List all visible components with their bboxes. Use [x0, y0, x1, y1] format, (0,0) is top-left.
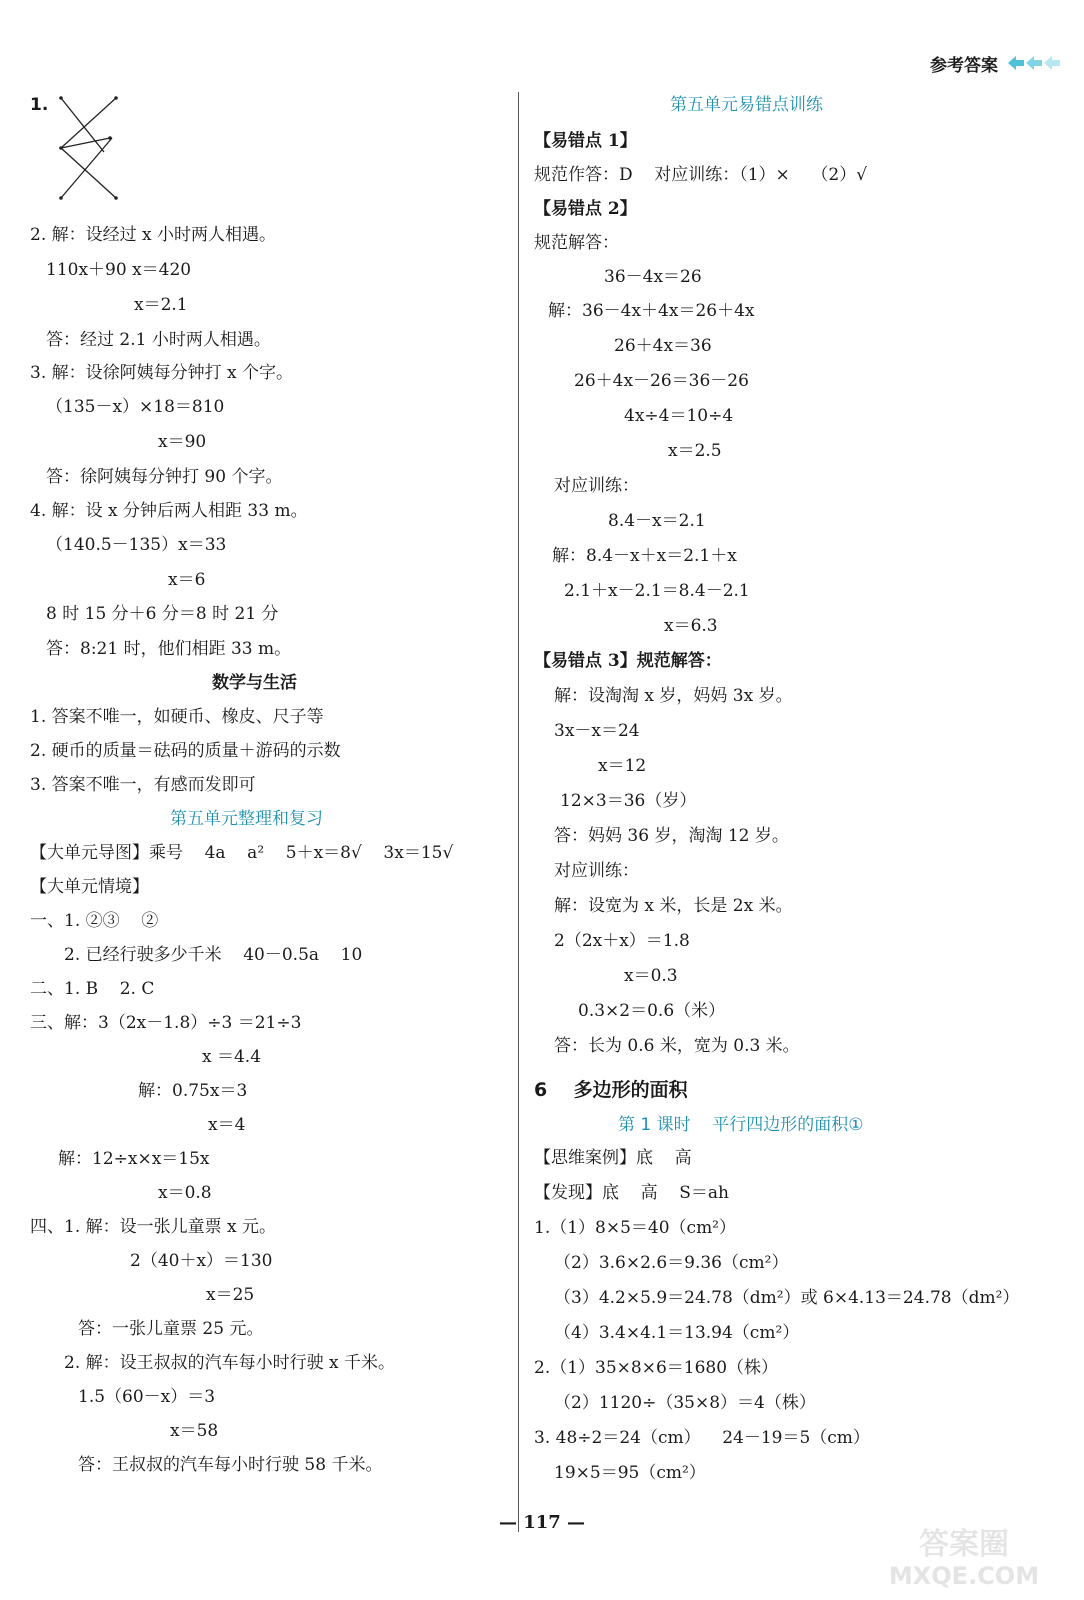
answer-line: 一、1. ②③ ②	[30, 911, 159, 931]
answer-line: 答：徐阿姨每分钟打 90 个字。	[46, 467, 283, 487]
answer-line: 解：设宽为 x 米，长是 2x 米。	[554, 896, 793, 916]
page-header	[930, 48, 1062, 78]
page-number: — 117 —	[498, 1512, 586, 1533]
q1-label: 1.	[30, 95, 49, 115]
answer-line: x＝6.3	[664, 616, 718, 636]
answer-line: x＝90	[158, 432, 207, 452]
answer-line: 四、1. 解：设一张儿童票 x 元。	[30, 1217, 277, 1237]
answer-line: （140.5－135）x＝33	[46, 535, 227, 555]
chapter-heading: 6 多边形的面积	[534, 1079, 688, 1101]
column-divider	[518, 92, 519, 1532]
answer-line: 规范解答：	[534, 233, 619, 253]
answer-line: 2（2x＋x）＝1.8	[554, 931, 690, 951]
answer-line: 解：0.75x＝3	[138, 1081, 248, 1101]
answer-line: x＝2.5	[668, 441, 722, 461]
answer-line: 【易错点 1】	[534, 131, 637, 151]
answer-line: x＝2.1	[134, 295, 188, 315]
answer-line: （2）1120÷（35×8）＝4（株）	[554, 1393, 816, 1413]
answer-line: 1.（1）8×5＝40（cm²）	[534, 1218, 736, 1238]
answer-line: 对应训练：	[554, 861, 639, 881]
svg-text:答案圈: 答案圈	[919, 1527, 1009, 1562]
watermark-logo	[864, 1520, 1064, 1590]
answer-line: 12×3＝36（岁）	[560, 791, 697, 811]
answer-line: 答：8:21 时，他们相距 33 m。	[46, 639, 292, 659]
answer-line: x＝25	[206, 1285, 255, 1305]
answer-line: 0.3×2＝0.6（米）	[578, 1001, 726, 1021]
answer-line: 解：12÷x×x＝15x	[58, 1149, 210, 1169]
answer-line: 1. 答案不唯一，如硬币、橡皮、尺子等	[30, 707, 324, 727]
answer-line: 19×5＝95（cm²）	[554, 1463, 706, 1483]
answer-line: 答：长为 0.6 米，宽为 0.3 米。	[554, 1036, 800, 1056]
answer-line: 对应训练：	[554, 476, 639, 496]
section-heading-math-life: 数学与生活	[212, 673, 297, 693]
answer-line: 【易错点 3】规范解答：	[534, 651, 722, 671]
answer-line: （2）3.6×2.6＝9.36（cm²）	[554, 1253, 789, 1273]
answer-line: 【大单元情境】	[30, 877, 149, 897]
answer-line: 3. 答案不唯一，有感而发即可	[30, 775, 256, 795]
answer-line: 26＋4x－26＝36－26	[574, 371, 749, 391]
answer-line: 【发现】底 高 S＝ah	[534, 1183, 729, 1203]
answer-line: 解：36－4x＋4x＝26＋4x	[548, 301, 755, 321]
answer-line: 1.5（60－x）＝3	[78, 1387, 216, 1407]
answer-line: 2.1＋x－2.1＝8.4－2.1	[564, 581, 750, 601]
answer-line: x＝0.8	[158, 1183, 212, 1203]
header-arrows-icon	[1006, 53, 1062, 73]
answer-line: 【大单元导图】乘号 4a a² 5＋x＝8√ 3x＝15√	[30, 843, 454, 863]
answer-line: 36－4x＝26	[604, 267, 702, 287]
answer-line: x＝6	[168, 570, 206, 590]
answer-line: 【思维案例】底 高	[534, 1148, 692, 1168]
answer-line: 3x－x＝24	[554, 721, 640, 741]
answer-line: 2. 解：设经过 x 小时两人相遇。	[30, 225, 277, 245]
answer-line: 8 时 15 分＋6 分＝8 时 21 分	[46, 604, 279, 624]
answer-line: 4. 解：设 x 分钟后两人相距 33 m。	[30, 501, 308, 521]
answer-line: 2. 已经行驶多少千米 40－0.5a 10	[64, 945, 363, 965]
answer-line: x ＝4.4	[202, 1047, 262, 1067]
matching-lines-figure	[58, 94, 122, 200]
answer-line: （3）4.2×5.9＝24.78（dm²）或 6×4.13＝24.78（dm²）	[554, 1288, 1020, 1308]
answer-line: 答：妈妈 36 岁，淘淘 12 岁。	[554, 826, 789, 846]
svg-text:MXQE.COM: MXQE.COM	[888, 1562, 1040, 1590]
header-title: 参考答案	[930, 55, 998, 76]
answer-line: 二、1. B 2. C	[30, 979, 155, 999]
answer-line: 答：王叔叔的汽车每小时行驶 58 千米。	[78, 1455, 383, 1475]
answer-line: 3. 48÷2＝24（cm） 24－19＝5（cm）	[534, 1428, 870, 1448]
answer-line: x＝4	[208, 1115, 246, 1135]
answer-line: 答：经过 2.1 小时两人相遇。	[46, 330, 271, 350]
answer-line: 规范作答：D 对应训练：（1）× （2）√	[534, 165, 868, 185]
answer-line: 110x＋90 x＝420	[46, 260, 192, 280]
answer-line: 2. 硬币的质量＝砝码的质量＋游码的示数	[30, 741, 341, 761]
answer-line: x＝0.3	[624, 966, 678, 986]
answer-line: 2. 解：设王叔叔的汽车每小时行驶 x 千米。	[64, 1353, 396, 1373]
section-heading-unit5-errors: 第五单元易错点训练	[670, 95, 823, 115]
answer-line: 26＋4x＝36	[614, 336, 712, 356]
answer-line: 3. 解：设徐阿姨每分钟打 x 个字。	[30, 363, 294, 383]
answer-line: 解：设淘淘 x 岁，妈妈 3x 岁。	[554, 686, 793, 706]
answer-line: 解：8.4－x＋x＝2.1＋x	[552, 546, 737, 566]
answer-line: 2（40＋x）＝130	[130, 1251, 273, 1271]
answer-line: 2.（1）35×8×6＝1680（株）	[534, 1358, 779, 1378]
answer-line: 8.4－x＝2.1	[608, 511, 706, 531]
answer-line: （135－x）×18＝810	[46, 397, 225, 417]
answer-line: 4x÷4＝10÷4	[624, 406, 734, 426]
answer-line: x＝12	[598, 756, 647, 776]
lesson-heading: 第 1 课时 平行四边形的面积①	[618, 1115, 864, 1135]
answer-line: x＝58	[170, 1421, 219, 1441]
section-heading-unit5-review: 第五单元整理和复习	[170, 809, 323, 829]
answer-line: 【易错点 2】	[534, 199, 637, 219]
answer-line: 答：一张儿童票 25 元。	[78, 1319, 264, 1339]
answer-line: 三、解：3（2x－1.8）÷3 ＝21÷3	[30, 1013, 302, 1033]
answer-line: （4）3.4×4.1＝13.94（cm²）	[554, 1323, 800, 1343]
